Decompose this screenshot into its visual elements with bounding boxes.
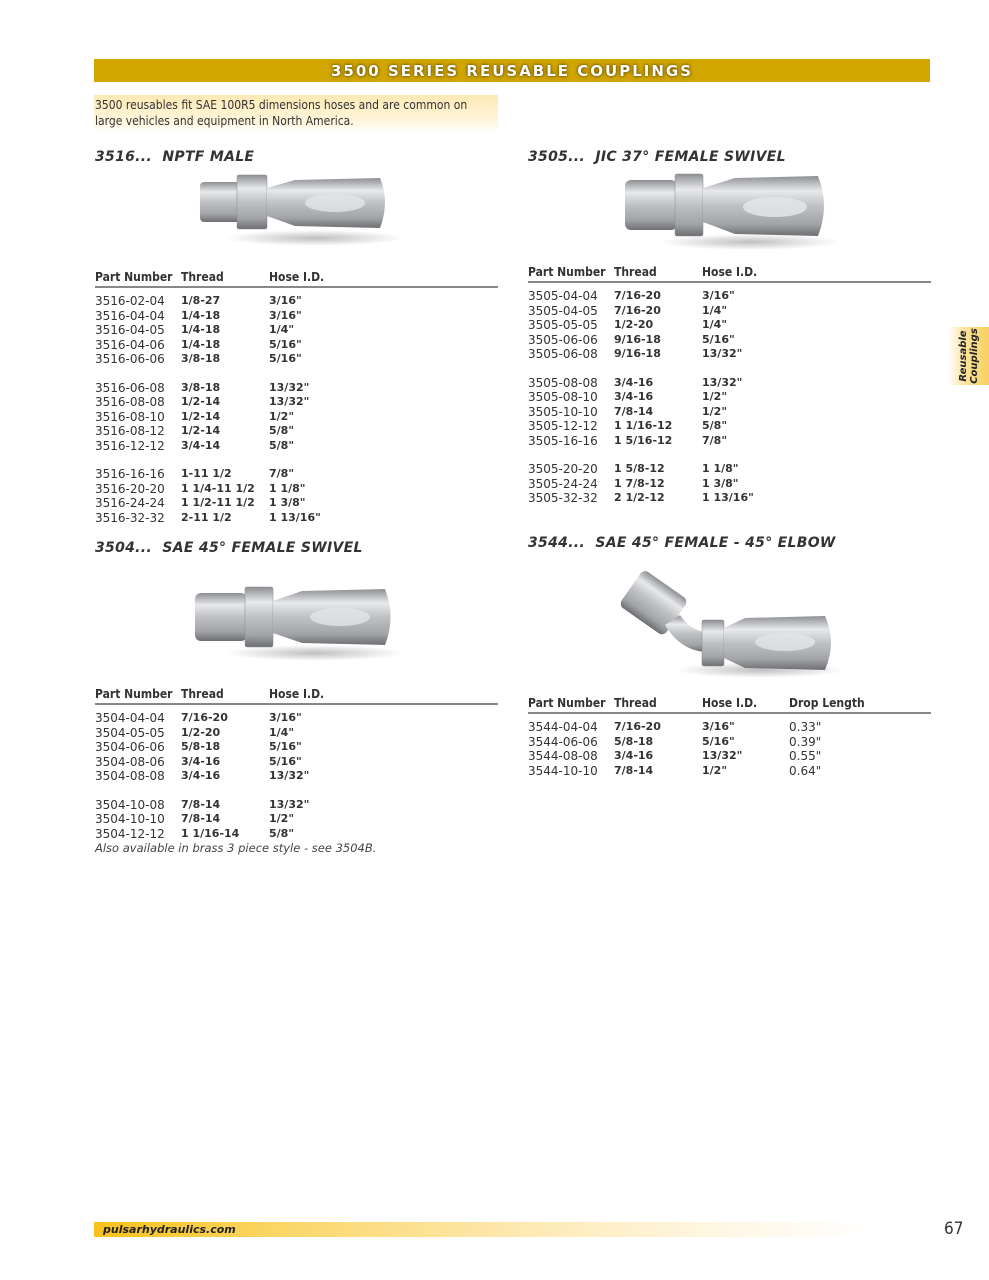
part-number: 3544-08-08: [528, 749, 598, 763]
part-number: 3516-12-12: [95, 438, 165, 453]
table-row: [95, 482, 498, 497]
hose-id: 1 3/8": [702, 476, 739, 490]
table-row: [528, 405, 931, 420]
part-number: 3516-08-08: [95, 395, 165, 409]
hose-id: 13/32": [269, 797, 310, 811]
table-row: [528, 477, 931, 492]
section-title-3544: 3544... SAE 45° FEMALE - 45° ELBOW: [528, 535, 836, 551]
thread: 7/16-20: [181, 711, 228, 724]
table-row: [528, 390, 931, 405]
thread: 9/16-18: [614, 332, 661, 346]
table-row: [528, 764, 931, 779]
footer-bar: [94, 1222, 874, 1237]
part-number: 3516-16-16: [95, 467, 165, 481]
table-row: [528, 318, 931, 333]
table-row: [95, 323, 498, 338]
table-row: [528, 713, 931, 735]
table-row: [95, 338, 498, 353]
table-row: [95, 769, 498, 784]
thread: 7/16-20: [614, 303, 661, 317]
thread: 1/2-20: [181, 725, 221, 739]
hose-id: 3/16": [269, 308, 302, 322]
thread: 1 1/4-11 1/2: [181, 481, 255, 495]
table-row: [95, 496, 498, 511]
hose-id: 3/16": [702, 720, 735, 733]
thread: 1/2-14: [181, 424, 221, 437]
hose-id: 3/16": [269, 294, 302, 307]
table-row: [95, 453, 498, 482]
hose-id: 1/4": [269, 323, 295, 336]
part-number: 3504-10-10: [95, 812, 165, 826]
hose-id: 13/32": [269, 380, 310, 394]
part-number: 3516-06-08: [95, 380, 165, 395]
section-title-3504: 3504... SAE 45° FEMALE SWIVEL: [95, 540, 363, 556]
col-header-hose-id: Hose I.D.: [269, 687, 498, 704]
hose-id: 5/8": [702, 419, 728, 432]
sae-45-elbow-fitting-image: [620, 570, 850, 685]
hose-id: 5/16": [269, 754, 302, 768]
website-link[interactable]: pulsarhydraulics.com: [103, 1223, 236, 1236]
part-number: 3505-10-10: [528, 404, 598, 419]
thread: 5/8-18: [181, 740, 221, 753]
thread: 3/4-14: [181, 438, 221, 452]
col-header-thread: Thread: [614, 265, 702, 282]
thread: 3/4-16: [181, 769, 221, 782]
hose-id: 7/8": [702, 433, 728, 447]
drop-length: 0.64": [789, 763, 822, 778]
hose-id: 5/16": [702, 332, 735, 346]
header-banner: [94, 59, 930, 82]
table-row: [528, 735, 931, 750]
col-header-part-number: Part Number: [95, 687, 181, 704]
table-row: [528, 282, 931, 304]
table-row: [528, 434, 931, 449]
brass-availability-note: Also available in brass 3 piece style - see 3504B.: [95, 841, 377, 855]
part-number: 3516-20-20: [95, 481, 165, 496]
hose-id: 1 1/8": [269, 481, 306, 495]
part-number: 3505-32-32: [528, 491, 598, 505]
hose-id: 1/2": [702, 390, 728, 403]
hose-id: 1/4": [269, 725, 295, 739]
table-row: [95, 309, 498, 324]
section-3504: [95, 540, 363, 556]
part-number: 3505-06-08: [528, 347, 598, 361]
part-number: 3505-12-12: [528, 419, 598, 433]
intro-text: 3500 reusables fit SAE 100R5 dimensions hoses and are common on large vehicles and equipment in North America.: [94, 95, 498, 133]
col-header-part-number: Part Number: [528, 696, 614, 713]
thread: 7/16-20: [614, 720, 661, 733]
col-header-thread: Thread: [614, 696, 702, 713]
part-number: 3516-08-12: [95, 424, 165, 438]
hose-id: 1/2": [269, 812, 295, 825]
part-number: 3505-08-08: [528, 375, 598, 390]
col-header-hose-id: Hose I.D.: [269, 270, 498, 287]
table-row: [528, 333, 931, 348]
hose-id: 1 13/16": [269, 510, 321, 524]
jic-37-female-swivel-fitting-image: [620, 170, 840, 255]
table-row: [95, 755, 498, 770]
part-number: 3504-10-08: [95, 797, 165, 812]
hose-id: 1 13/16": [702, 491, 754, 504]
part-number: 3505-08-10: [528, 390, 598, 404]
table-row: [95, 511, 498, 526]
page-title: 3500 SERIES REUSABLE COUPLINGS: [330, 61, 693, 80]
part-number: 3504-05-05: [95, 725, 165, 740]
table-row: [95, 424, 498, 439]
hose-id: 5/8": [269, 438, 295, 452]
part-number: 3504-08-06: [95, 754, 165, 769]
part-number: 3544-06-06: [528, 734, 598, 749]
thread: 9/16-18: [614, 347, 661, 360]
thread: 7/8-14: [181, 812, 221, 825]
part-number: 3516-02-04: [95, 294, 165, 308]
drop-length: 0.33": [789, 720, 822, 734]
page-number: 67: [944, 1219, 964, 1239]
thread: 1 1/16-14: [181, 826, 240, 840]
table-3504: [95, 687, 498, 841]
table-row: [95, 352, 498, 367]
hose-id: 1/2": [702, 404, 728, 418]
table-row: [95, 740, 498, 755]
hose-id: 3/16": [702, 289, 735, 302]
col-header-hose-id: Hose I.D.: [702, 696, 789, 713]
section-3516: [95, 149, 254, 165]
table-row: [95, 287, 498, 309]
hose-id: 13/32": [269, 769, 310, 782]
table-row: [95, 367, 498, 396]
table-row: [95, 410, 498, 425]
table-row: [528, 448, 931, 477]
part-number: 3504-04-04: [95, 711, 165, 725]
col-header-drop-length: Drop Length: [789, 696, 931, 713]
thread: 7/8-14: [614, 404, 654, 418]
thread: 1/2-14: [181, 395, 221, 408]
hose-id: 1/4": [702, 303, 728, 317]
part-number: 3505-06-06: [528, 332, 598, 347]
table-row: [95, 704, 498, 726]
thread: 2-11 1/2: [181, 510, 232, 524]
section-title-3516: 3516... NPTF MALE: [95, 149, 255, 165]
table-row: [528, 749, 931, 764]
table-3516: [95, 270, 498, 525]
thread: 1/2-20: [614, 318, 654, 331]
hose-id: 5/16": [269, 352, 302, 365]
part-number: 3516-32-32: [95, 510, 165, 525]
part-number: 3505-20-20: [528, 462, 598, 476]
thread: 7/8-14: [181, 797, 221, 811]
col-header-part-number: Part Number: [95, 270, 181, 287]
thread: 1-11 1/2: [181, 467, 232, 480]
thread: 3/8-18: [181, 380, 221, 394]
thread: 3/4-16: [614, 749, 654, 762]
thread: 1 5/8-12: [614, 462, 665, 475]
part-number: 3505-04-05: [528, 303, 598, 318]
hose-id: 13/32": [702, 749, 743, 762]
thread: 7/16-20: [614, 289, 661, 302]
thread: 2 1/2-12: [614, 491, 665, 504]
col-header-part-number: Part Number: [528, 265, 614, 282]
thread: 3/8-18: [181, 352, 221, 365]
thread: 1 1/2-11 1/2: [181, 496, 255, 509]
col-header-thread: Thread: [181, 687, 269, 704]
sae-45-female-swivel-fitting-image: [190, 585, 410, 665]
hose-id: 1/4": [702, 318, 728, 331]
table-row: [528, 362, 931, 391]
part-number: 3504-06-06: [95, 740, 165, 754]
part-number: 3504-12-12: [95, 826, 165, 841]
hose-id: 13/32": [702, 347, 743, 360]
col-header-thread: Thread: [181, 270, 269, 287]
thread: 3/4-16: [614, 390, 654, 403]
table-3544: [528, 696, 931, 778]
hose-id: 13/32": [269, 395, 310, 408]
hose-id: 5/16": [269, 337, 302, 351]
thread: 1/4-18: [181, 337, 221, 351]
part-number: 3516-06-06: [95, 352, 165, 366]
hose-id: 1/2": [269, 409, 295, 423]
part-number: 3516-24-24: [95, 496, 165, 510]
table-row: [95, 726, 498, 741]
thread: 1/4-18: [181, 308, 221, 322]
section-title-3505: 3505... JIC 37° FEMALE SWIVEL: [528, 149, 786, 165]
thread: 7/8-14: [614, 763, 654, 777]
drop-length: 0.39": [789, 734, 822, 749]
hose-id: 1 3/8": [269, 496, 306, 509]
thread: 5/8-18: [614, 734, 654, 748]
section-3505: [528, 149, 786, 165]
table-row: [95, 439, 498, 454]
hose-id: 5/8": [269, 826, 295, 840]
thread: 1 1/16-12: [614, 419, 673, 432]
table-row: [528, 419, 931, 434]
hose-id: 1/2": [702, 763, 728, 777]
side-tab-line-1: Reusable: [957, 330, 969, 382]
part-number: 3516-04-05: [95, 323, 165, 337]
thread: 3/4-16: [181, 754, 221, 768]
table-row: [95, 395, 498, 410]
nptf-male-fitting-image: [185, 170, 405, 250]
side-tab-line-2: Couplings: [968, 328, 980, 384]
thread: 1/8-27: [181, 294, 221, 307]
part-number: 3504-08-08: [95, 769, 165, 783]
part-number: 3505-05-05: [528, 318, 598, 332]
part-number: 3516-04-04: [95, 308, 165, 323]
hose-id: 7/8": [269, 467, 295, 480]
thread: 1 7/8-12: [614, 476, 665, 490]
part-number: 3544-10-10: [528, 763, 598, 778]
hose-id: 5/8": [269, 424, 295, 437]
table-row: [95, 812, 498, 827]
table-3505: [528, 265, 931, 506]
thread: 1/4-18: [181, 323, 221, 336]
table-row: [528, 347, 931, 362]
part-number: 3544-04-04: [528, 720, 598, 734]
table-row: [95, 784, 498, 813]
thread: 1 5/16-12: [614, 433, 673, 447]
part-number: 3516-08-10: [95, 409, 165, 424]
hose-id: 3/16": [269, 711, 302, 724]
drop-length: 0.55": [789, 749, 822, 763]
thread: 1/2-14: [181, 409, 221, 423]
section-3544: [528, 535, 836, 551]
section-side-tab: [948, 327, 989, 385]
part-number: 3505-24-24: [528, 476, 598, 491]
hose-id: 5/16": [269, 740, 302, 753]
thread: 3/4-16: [614, 375, 654, 389]
table-row: [528, 491, 931, 506]
hose-id: 1 1/8": [702, 462, 739, 475]
table-row: [528, 304, 931, 319]
table-row: [95, 827, 498, 842]
hose-id: 5/16": [702, 734, 735, 748]
part-number: 3505-16-16: [528, 433, 598, 448]
part-number: 3505-04-04: [528, 289, 598, 303]
col-header-hose-id: Hose I.D.: [702, 265, 931, 282]
part-number: 3516-04-06: [95, 337, 165, 352]
hose-id: 13/32": [702, 375, 743, 389]
